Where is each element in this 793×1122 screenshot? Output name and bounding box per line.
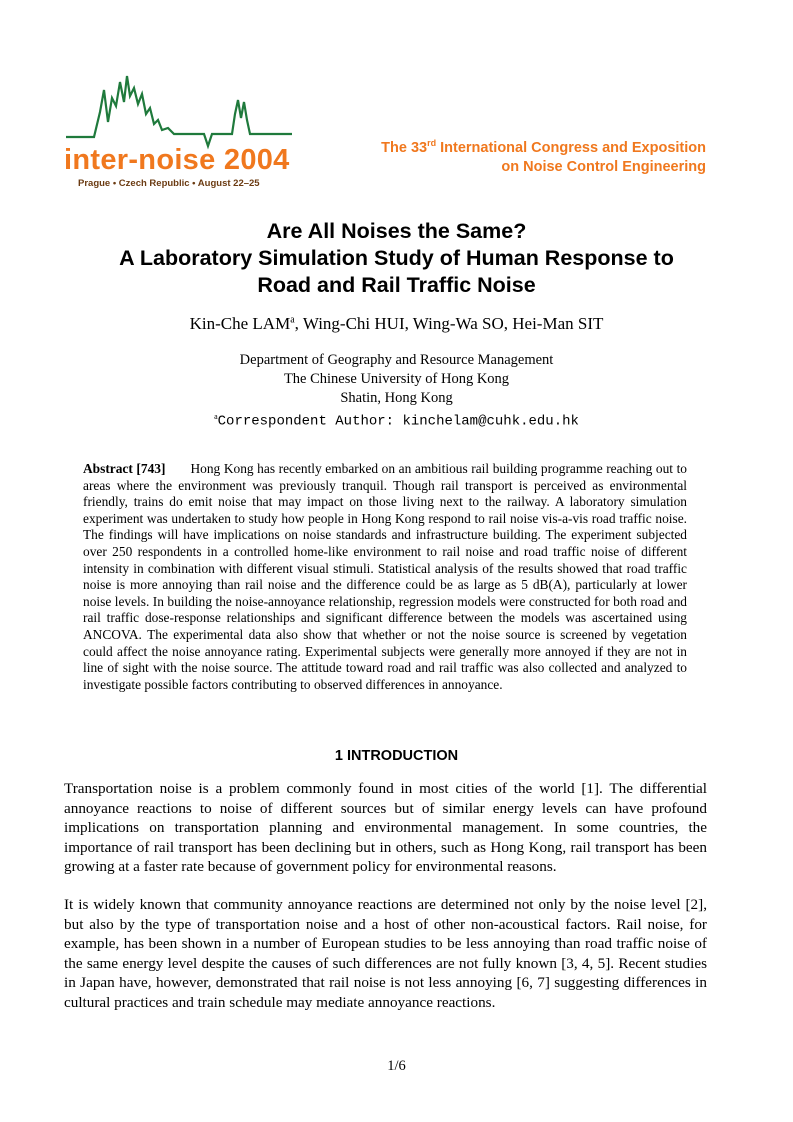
congress-header — [381, 139, 706, 177]
paper-title — [0, 218, 793, 299]
congress-line2: on Noise Control Engineering — [501, 159, 706, 175]
affiliation-line2: The Chinese University of Hong Kong — [283, 371, 510, 387]
title-line1: Are All Noises the Same? — [266, 219, 527, 243]
logo-subtitle: Prague • Czech Republic • August 22–25 — [78, 178, 260, 189]
abstract — [83, 461, 687, 693]
title-line2: A Laboratory Simulation Study of Human Response to — [119, 246, 674, 270]
congress-line1: The 33rd International Congress and Exposition — [381, 138, 706, 156]
section-heading-introduction: 1 INTRODUCTION — [334, 748, 459, 764]
affiliation-line3: Shatin, Hong Kong — [340, 390, 453, 406]
correspondent-author: $^a$Correspondent Author: kinchelam@cuhk.edu.hk — [214, 412, 579, 430]
title-line3: Road and Rail Traffic Noise — [257, 273, 536, 297]
abstract-label: Abstract [743] — [83, 461, 166, 476]
affiliation — [0, 351, 793, 408]
conference-logo — [64, 70, 294, 192]
prague-skyline-icon — [64, 70, 294, 150]
author-list: Kin-Che LAM$^a$, Wing-Chi HUI, Wing-Wa SO, Hei-Man SIT — [189, 314, 604, 333]
introduction-paragraph-1: Transportation noise is a problem commonly found in most cities of the world [1]. The differential annoyance reactions to noise of different sources but of similar energy levels can have profound implications on transportation planning and environmental management. In some countries, the importance of rail transport has been declining but in others, such as Hong Kong, rail transport has been growing at a faster rate because of government policy for environmental reasons. — [64, 780, 707, 875]
affiliation-line1: Department of Geography and Resource Management — [239, 352, 554, 368]
introduction-paragraph-2: It is widely known that community annoyance reactions are determined not only by the noise level [2], but also by the type of transportation noise and a host of other non-acoustical factors. Rail noise, for example, has been shown in a number of European studies to be less annoying than road traffic noise of the same energy level despite the causes of such differences are not fully known [3, 4, 5]. Recent studies in Japan have, however, demonstrated that rail noise is not less annoying [6, 7] suggesting differences in cultural practices and train schedule may mediate annoyance reactions. — [64, 896, 707, 1011]
abstract-text: Hong Kong has recently embarked on an ambitious rail building programme reaching out to areas where the environment was previously tranquil. Though rail transport is perceived as environmental friendly, trains do emit noise that may impact on those living next to the railway. A laboratory simulation experiment was undertaken to study how people in Hong Kong respond to rail noise vis-a-vis road traffic noise. The findings will have implications on noise standards and infrastructure building. The experiment subjected over 250 respondents in a controlled home-like environment to rail noise and road traffic noise of different intensity in combination with different visual stimuli. Statistical analysis of the results showed that road traffic noise is more annoying than rail noise and the difference could be as large as 5 dB(A), particularly at lower noise levels. In building the noise-annoyance relationship, regression models were constructed for both road and rail traffic dose-response relationships and significant difference between the models was ascertained using ANCOVA. The experimental data also show that whether or not the noise source is screened by vegetation could affect the noise annoyance rating. Experimental subjects were generally more annoyed if they are not in line of sight with the noise source. The attitude toward road and rail traffic was also collected and analyzed to investigate possible factors contributing to observed differences in annoyance. — [83, 461, 688, 692]
logo-wordmark: inter-noise 2004 — [64, 144, 290, 176]
page-number: 1/6 — [387, 1058, 406, 1074]
